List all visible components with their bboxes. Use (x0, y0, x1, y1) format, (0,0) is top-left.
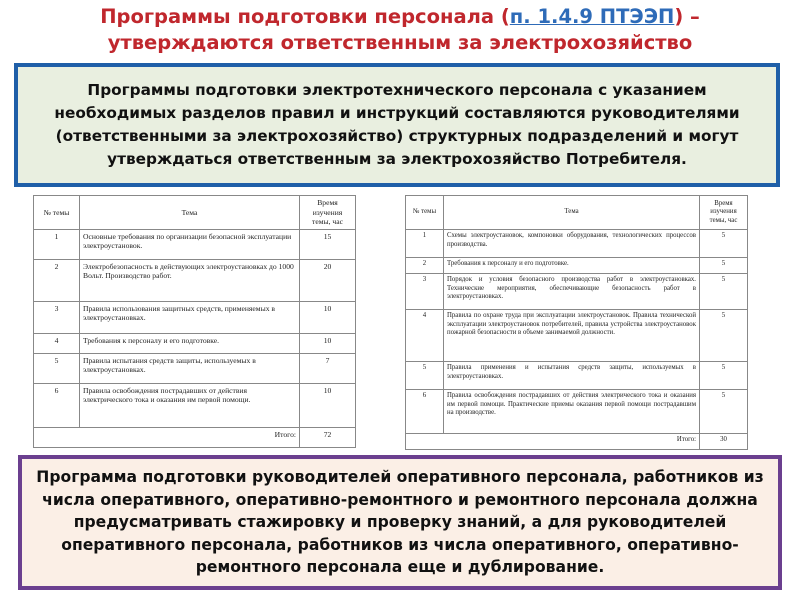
row-topic: Правила испытания средств защиты, используемых в электроустановках. (80, 353, 300, 383)
row-topic: Электробезопасность в действующих электроустановках до 1000 Вольт. Производство работ. (80, 259, 300, 301)
row-number: 3 (406, 274, 444, 310)
row-topic: Требования к персоналу и его подготовке. (444, 258, 700, 274)
row-topic: Правила применения и испытания средств защиты, используемых в электроустановках. (444, 362, 700, 390)
row-topic: Требования к персоналу и его подготовке. (80, 333, 300, 353)
row-hours: 10 (300, 301, 356, 333)
row-hours: 7 (300, 353, 356, 383)
header-topic-number: № темы (34, 196, 80, 230)
row-hours: 5 (700, 274, 748, 310)
row-hours: 15 (300, 229, 356, 259)
row-topic: Правила использования защитных средств, применяемых в электроустановках. (80, 301, 300, 333)
row-topic: Правила освобождения пострадавших от действия электрического тока и оказания им первой помощи. Практические приемы оказания первой помощи пострадавшим на производстве. (444, 390, 700, 434)
title-text-start: Программы подготовки персонала ( (100, 5, 510, 28)
slide-title (0, 4, 800, 56)
table-row (406, 274, 748, 310)
info-box-bottom-text: Программа подготовки руководителей оперативного персонала, работников из числа оперативного, оперативно-ремонтного и ремонтного персонала должна предусматривать стажировку и проверку знаний, а для руководителей оперативного персонала, работников из числа оперативного, оперативно-ремонтного персонала еще и дублирование. (36, 468, 764, 577)
table-row (34, 301, 356, 333)
row-topic: Основные требования по организации безопасной эксплуатации электроустановок. (80, 229, 300, 259)
row-number: 4 (34, 333, 80, 353)
total-hours: 72 (300, 427, 356, 447)
title-line-2: утверждаются ответственным за электрохозяйство (107, 31, 693, 54)
table-row (406, 230, 748, 258)
row-number: 1 (34, 229, 80, 259)
row-topic: Порядок и условия безопасного производства работ в электроустановках. Технические мероприятия, обеспечивающие безопасность работ в электроустановках. (444, 274, 700, 310)
title-reference-link[interactable]: п. 1.4.9 ПТЭЭП (509, 5, 675, 28)
info-box-bottom (18, 455, 782, 590)
row-hours: 10 (300, 383, 356, 427)
total-label: Итого: (406, 434, 700, 450)
table-row (34, 383, 356, 427)
header-topic: Тема (80, 196, 300, 230)
row-hours: 10 (300, 333, 356, 353)
row-hours: 20 (300, 259, 356, 301)
info-box-top (14, 63, 780, 187)
info-box-top-text: Программы подготовки электротехнического персонала с указанием необходимых разделов правил и инструкций составляются руководителями (ответственными за электрохозяйство) структурных подразделений и могут утверждаться ответственным за электрохозяйство Потребителя. (54, 81, 740, 168)
title-text-end: ) – (674, 5, 700, 28)
row-number: 6 (34, 383, 80, 427)
table-row (34, 333, 356, 353)
row-number: 5 (34, 353, 80, 383)
program-table-1 (33, 195, 356, 448)
header-topic: Тема (444, 196, 700, 230)
table-total-row (34, 427, 356, 447)
row-number: 6 (406, 390, 444, 434)
header-study-time: Время изучения темы, час (700, 196, 748, 230)
table-total-row (406, 434, 748, 450)
total-hours: 30 (700, 434, 748, 450)
table-header-row (406, 196, 748, 230)
table-row (34, 259, 356, 301)
row-hours: 5 (700, 310, 748, 362)
header-study-time: Время изучения темы, час (300, 196, 356, 230)
table-row (406, 390, 748, 434)
program-table-2 (405, 195, 748, 450)
table-row (406, 362, 748, 390)
row-number: 4 (406, 310, 444, 362)
header-topic-number: № темы (406, 196, 444, 230)
table-row (406, 310, 748, 362)
table-row (406, 258, 748, 274)
total-label: Итого: (34, 427, 300, 447)
table-header-row (34, 196, 356, 230)
table-row (34, 229, 356, 259)
table-row (34, 353, 356, 383)
row-number: 5 (406, 362, 444, 390)
row-hours: 5 (700, 230, 748, 258)
row-hours: 5 (700, 258, 748, 274)
row-number: 2 (406, 258, 444, 274)
row-hours: 5 (700, 362, 748, 390)
row-number: 1 (406, 230, 444, 258)
row-number: 3 (34, 301, 80, 333)
row-hours: 5 (700, 390, 748, 434)
row-topic: Правила освобождения пострадавших от действия электрического тока и оказания им первой помощи. (80, 383, 300, 427)
row-topic: Схемы электроустановок, компоновки оборудования, технологических процессов производства. (444, 230, 700, 258)
row-number: 2 (34, 259, 80, 301)
row-topic: Правила по охране труда при эксплуатации электроустановок. Правила технической эксплуатации электроустановок потребителей, правила устройства электроустановок пожарной безопасности в объеме занимаемой должности. (444, 310, 700, 362)
